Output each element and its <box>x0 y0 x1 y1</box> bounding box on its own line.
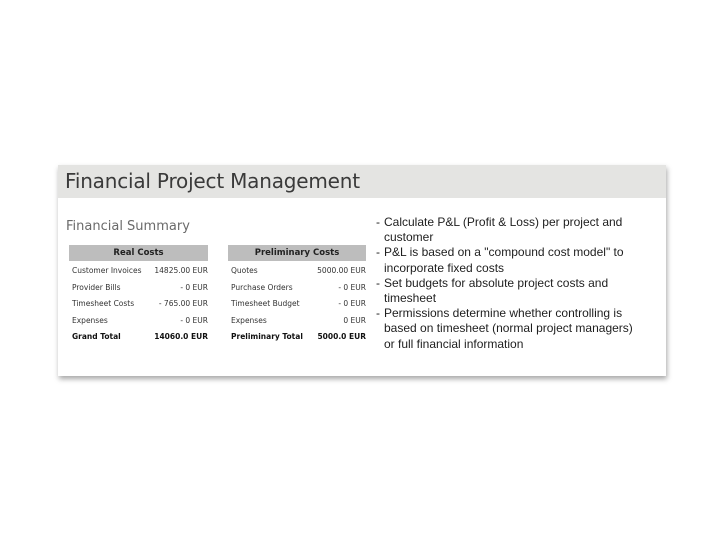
financial-summary-heading: Financial Summary <box>66 219 190 234</box>
bullet-dash: - <box>376 306 380 321</box>
row-label: Quotes <box>231 266 258 275</box>
preliminary-costs-table <box>228 245 366 346</box>
bullet-text: Set budgets for absolute project costs and timesheet <box>384 275 609 306</box>
table-row <box>69 280 208 297</box>
row-value: 14060.0 EUR <box>154 332 208 341</box>
table-row <box>69 313 208 330</box>
table-row <box>228 280 366 297</box>
table-row <box>228 296 366 313</box>
preliminary-costs-header: Preliminary Costs <box>228 245 366 261</box>
row-value: - 0 EUR <box>338 299 366 308</box>
bullet-text: P&L is based on a "compound cost model" to incorporate fixed costs <box>384 245 624 275</box>
preliminary-total-row <box>228 329 366 346</box>
title-bar <box>58 165 666 198</box>
row-value: 5000.0 EUR <box>317 332 366 341</box>
page-title: Financial Project Management <box>65 169 360 193</box>
bullet-item <box>376 245 646 275</box>
table-row <box>228 263 366 280</box>
bullet-item <box>376 215 646 245</box>
table-row <box>228 313 366 330</box>
feature-bullet-list <box>376 215 646 352</box>
table-row <box>69 296 208 313</box>
row-label: Provider Bills <box>72 282 121 292</box>
row-value: - 0 EUR <box>338 282 366 292</box>
row-label: Expenses <box>72 315 108 325</box>
bullet-dash: - <box>376 215 380 229</box>
real-costs-header: Real Costs <box>69 245 208 261</box>
row-value: 0 EUR <box>343 315 366 325</box>
bullet-text: Calculate P&L (Profit & Loss) per project and customer <box>384 215 623 245</box>
bullet-item <box>376 306 646 352</box>
grand-total-row <box>69 329 208 346</box>
row-value: - 0 EUR <box>180 315 208 325</box>
row-value: - 765.00 EUR <box>158 299 208 308</box>
row-value: 5000.00 EUR <box>317 266 366 275</box>
row-label: Expenses <box>231 315 267 325</box>
real-costs-table <box>69 245 208 346</box>
bullet-dash: - <box>376 275 380 290</box>
slide-card <box>58 165 666 376</box>
bullet-dash: - <box>376 245 380 260</box>
row-label: Customer Invoices <box>72 266 142 275</box>
row-value: 14825.00 EUR <box>154 266 208 275</box>
bullet-item <box>376 276 646 306</box>
row-label: Timesheet Costs <box>72 299 135 308</box>
row-label: Grand Total <box>72 332 121 341</box>
bullet-text: Permissions determine whether controlling is based on timesheet (normal project managers) or full financial information <box>384 306 633 351</box>
row-label: Purchase Orders <box>231 282 293 292</box>
row-label: Preliminary Total <box>231 332 303 341</box>
row-label: Timesheet Budget <box>231 299 300 308</box>
table-row <box>69 263 208 280</box>
row-value: - 0 EUR <box>180 282 208 292</box>
